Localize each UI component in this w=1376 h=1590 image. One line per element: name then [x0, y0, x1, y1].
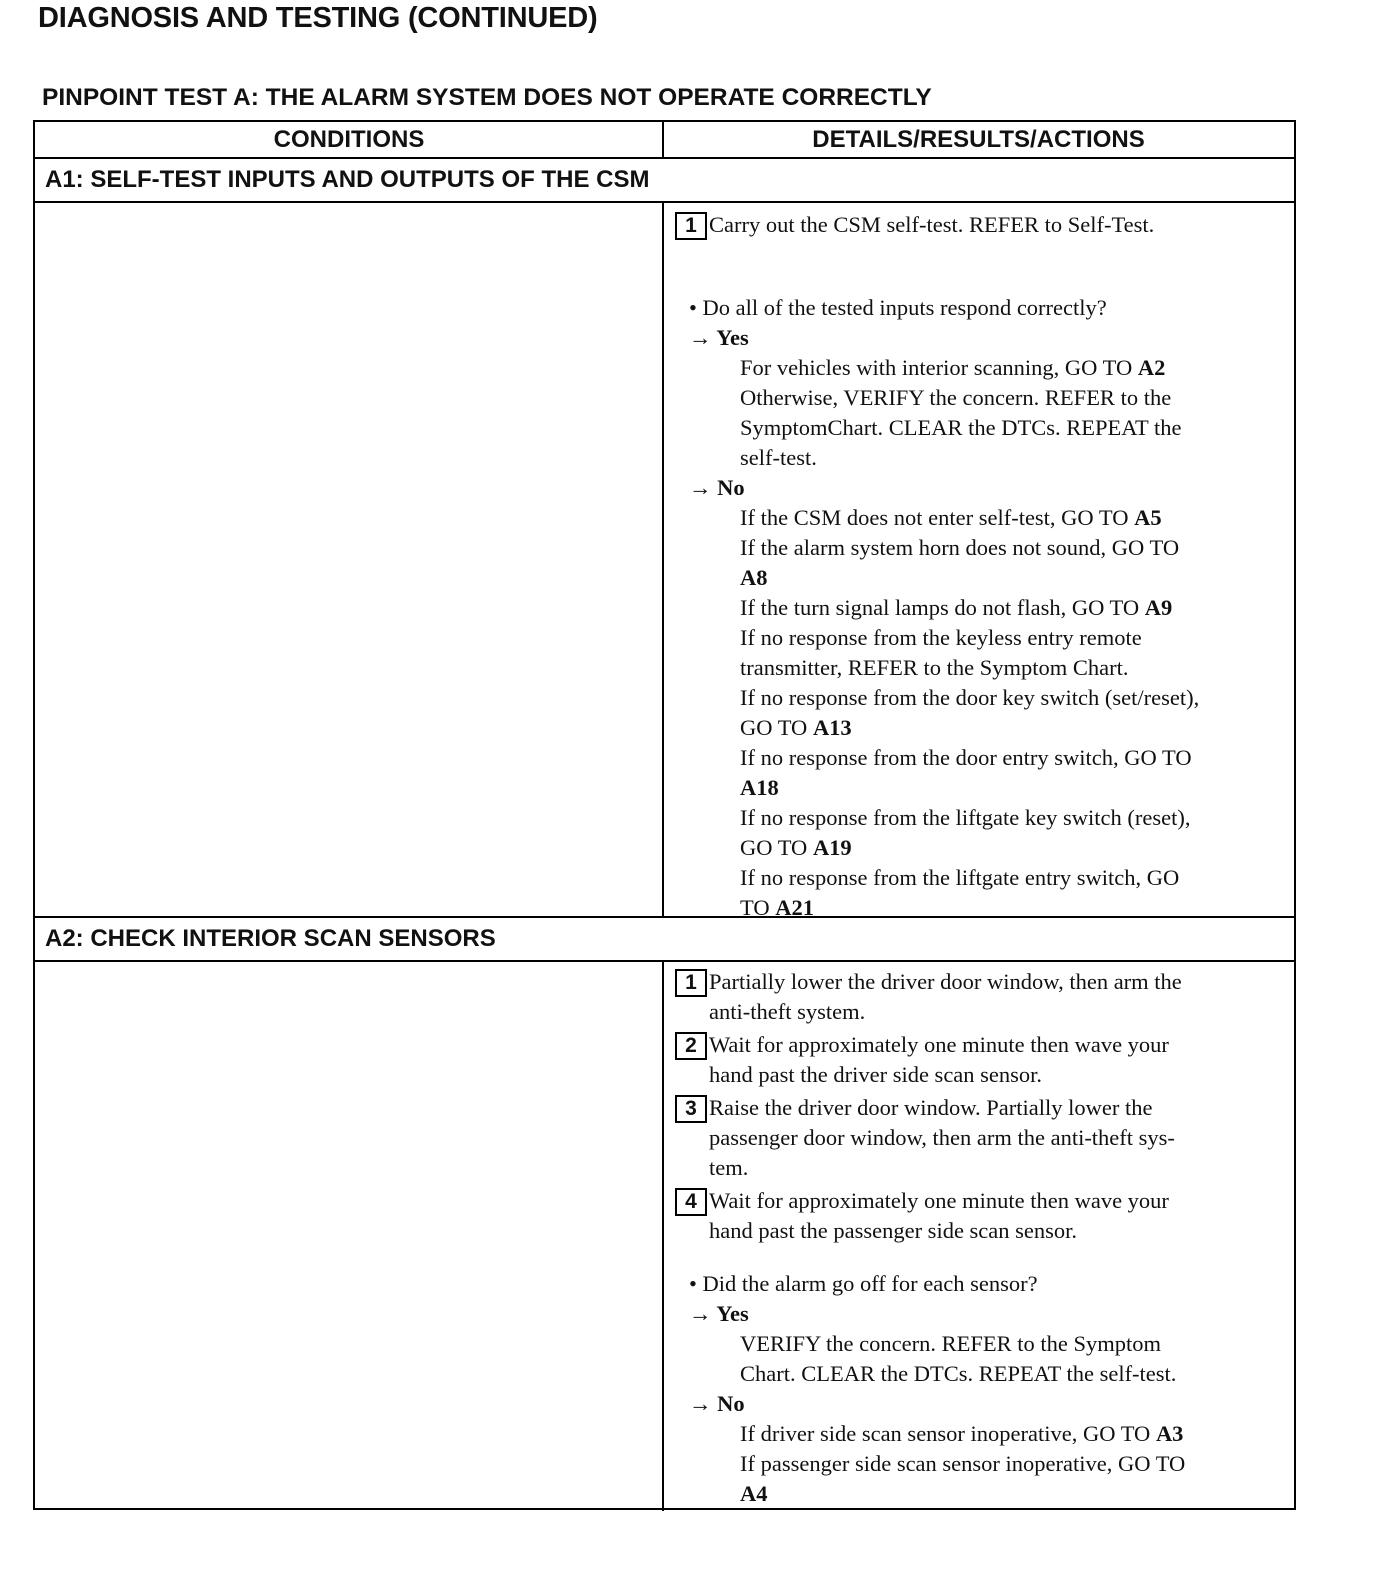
column-divider: [662, 122, 664, 158]
step-a1-details: [675, 210, 1291, 923]
action-line: [675, 773, 1291, 803]
test-step: [675, 967, 1291, 1027]
action-line: SymptomChart. CLEAR the DTCs. REPEAT the: [740, 415, 1182, 440]
step-text: Wait for approximately one minute then wave your: [709, 1188, 1169, 1213]
action-line: If driver side scan sensor inoperative, GO TO A3: [740, 1421, 1184, 1446]
answer-no-label: → No: [689, 475, 745, 500]
answer-yes-label: → Yes: [689, 1301, 749, 1326]
step-heading-a2: A2: CHECK INTERIOR SCAN SENSORS: [45, 925, 496, 952]
step-number-box: 4: [675, 1188, 707, 1216]
goto-ref: A18: [740, 775, 779, 800]
test-step: [675, 210, 1291, 240]
step-text: passenger door window, then arm the anti-theft sys-: [709, 1125, 1175, 1150]
goto-ref: A9: [1144, 595, 1173, 620]
goto-ref: A3: [1155, 1421, 1184, 1446]
step-text: hand past the passenger side scan sensor.: [709, 1218, 1078, 1243]
action-line: If no response from the liftgate key switch (reset),: [740, 805, 1191, 830]
action-line: If no response from the door key switch (set/reset),: [740, 685, 1200, 710]
column-divider: [662, 961, 664, 1511]
pinpoint-test-title: PINPOINT TEST A: THE ALARM SYSTEM DOES NOT OPERATE CORRECTLY: [42, 84, 932, 111]
action-line: [675, 563, 1291, 593]
action-line: Otherwise, VERIFY the concern. REFER to the: [740, 385, 1172, 410]
action-line: If no response from the liftgate entry switch, GO: [740, 865, 1180, 890]
goto-ref: A21: [775, 895, 814, 920]
step-text: Wait for approximately one minute then wave your: [709, 1032, 1169, 1057]
step-text: Partially lower the driver door window, then arm the: [709, 969, 1182, 994]
goto-ref: A19: [812, 835, 852, 860]
column-header-details: DETAILS/RESULTS/ACTIONS: [812, 126, 1145, 153]
step-text: Raise the driver door window. Partially lower the: [709, 1095, 1153, 1120]
column-divider: [662, 202, 664, 916]
step-number-box: 1: [675, 969, 707, 997]
action-line: If no response from the door entry switch, GO TO: [740, 745, 1192, 770]
column-header-conditions: CONDITIONS: [273, 126, 425, 153]
row-divider: [35, 960, 1294, 962]
test-step: [675, 1186, 1291, 1246]
action-line: GO TO A19: [740, 835, 852, 860]
step-text: tem.: [709, 1155, 749, 1180]
test-step: [675, 1030, 1291, 1090]
action-line: If no response from the keyless entry remote: [740, 625, 1142, 650]
action-line: transmitter, REFER to the Symptom Chart.: [740, 655, 1129, 680]
action-line: TO A21: [740, 895, 814, 920]
goto-ref: A4: [740, 1481, 768, 1506]
action-line: self-test.: [740, 445, 817, 470]
page-title: DIAGNOSIS AND TESTING (CONTINUED): [38, 2, 598, 34]
action-line: [675, 1479, 1291, 1509]
step-number-box: 1: [675, 212, 707, 240]
step-number-box: 2: [675, 1032, 707, 1060]
action-line: If the CSM does not enter self-test, GO TO A5: [740, 505, 1162, 530]
row-divider: [35, 157, 1294, 159]
step-text: anti-theft system.: [709, 999, 866, 1024]
row-divider: [35, 916, 1294, 918]
action-line: If passenger side scan sensor inoperative, GO TO: [740, 1451, 1186, 1476]
goto-ref: A8: [740, 565, 768, 590]
action-line: If the turn signal lamps do not flash, GO TO A9: [740, 595, 1173, 620]
step-heading-a1: A1: SELF-TEST INPUTS AND OUTPUTS OF THE CSM: [45, 166, 650, 193]
goto-ref: A13: [812, 715, 852, 740]
action-line: If the alarm system horn does not sound, GO TO: [740, 535, 1180, 560]
goto-ref: A5: [1134, 505, 1162, 530]
action-line: For vehicles with interior scanning, GO TO A2: [740, 355, 1166, 380]
test-step: [675, 1093, 1291, 1183]
result-question: • Do all of the tested inputs respond correctly?: [689, 295, 1107, 320]
pinpoint-test-table: [33, 120, 1296, 1510]
action-line: Chart. CLEAR the DTCs. REPEAT the self-test.: [740, 1361, 1177, 1386]
answer-no-label: → No: [689, 1391, 745, 1416]
action-line: VERIFY the concern. REFER to the Symptom: [740, 1331, 1162, 1356]
step-text: Carry out the CSM self-test. REFER to Self-Test.: [709, 212, 1155, 237]
step-text: hand past the driver side scan sensor.: [709, 1062, 1043, 1087]
action-line: GO TO A13: [740, 715, 852, 740]
step-a2-details: [675, 967, 1291, 1509]
result-question: • Did the alarm go off for each sensor?: [689, 1271, 1038, 1296]
step-number-box: 3: [675, 1095, 707, 1123]
goto-ref: A2: [1137, 355, 1166, 380]
row-divider: [35, 201, 1294, 203]
answer-yes-label: → Yes: [689, 325, 749, 350]
